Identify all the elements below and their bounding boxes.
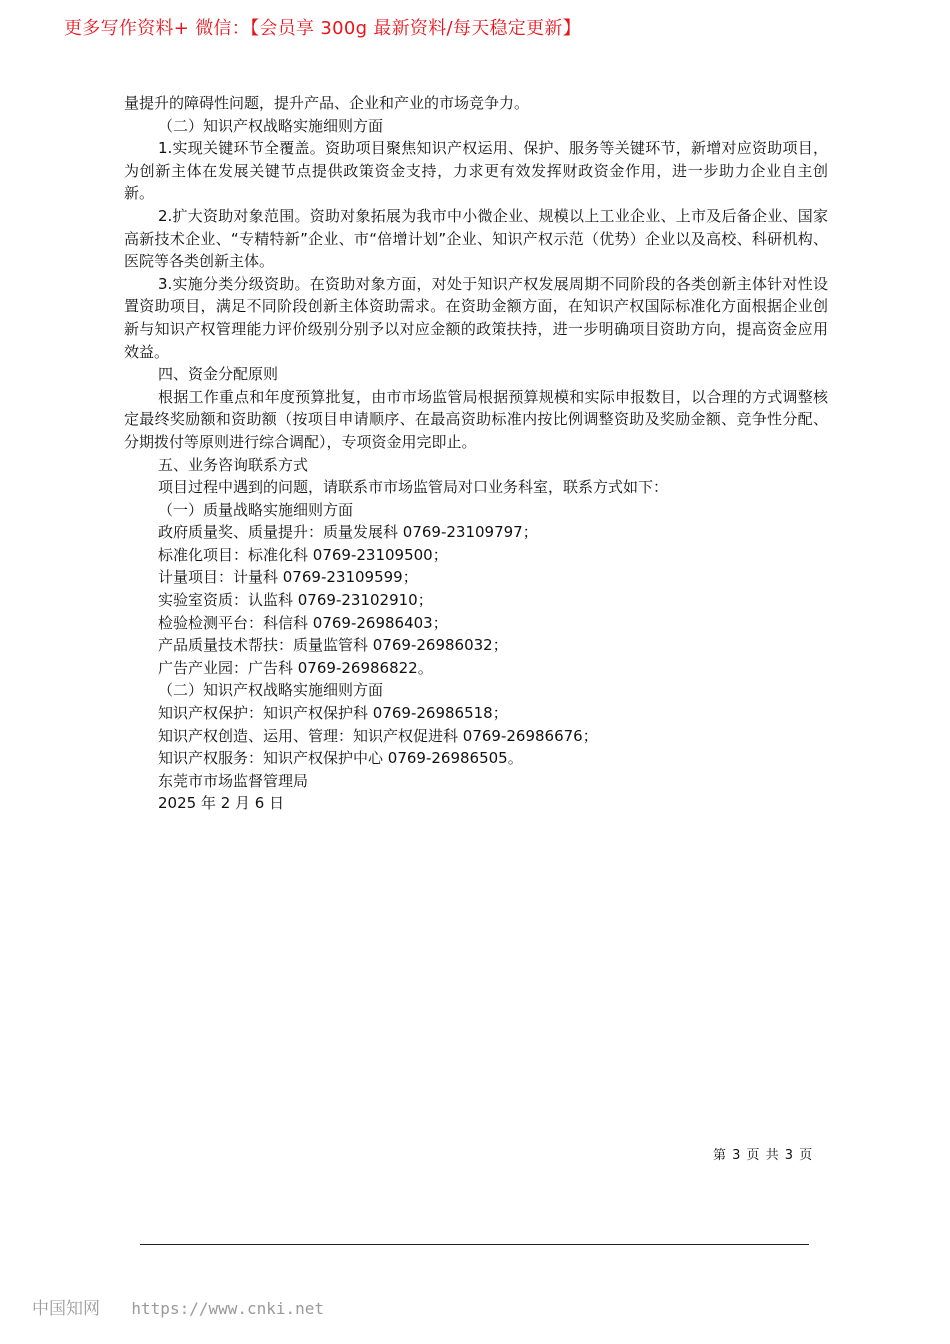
contact-line: 知识产权创造、运用、管理：知识产权促进科 0769-26986676； — [158, 726, 598, 745]
watermark-url: https://www.cnki.net — [131, 1299, 325, 1318]
contact-line: 广告产业园：广告科 0769-26986822。 — [158, 658, 433, 677]
document-body — [124, 92, 828, 815]
subsection-heading-ip: （二）知识产权战略实施细则方面 — [158, 681, 384, 700]
issue-date: 2025 年 2 月 6 日 — [158, 794, 285, 813]
contact-line: 检验检测平台：科信科 0769-26986403； — [158, 613, 448, 632]
contact-line: 政府质量奖、质量提升：质量发展科 0769-23109797； — [158, 523, 538, 542]
paragraph: 1.实现关键环节全覆盖。资助项目聚焦知识产权运用、保护、服务等关键环节，新增对应资助项目，为创新主体在发展关键节点提供政策资金支持，力求更有效发挥财政资金作用，进一步助力企业自主创新。 — [124, 139, 828, 203]
subsection-heading-quality: （一）质量战略实施细则方面 — [158, 500, 354, 519]
footer-divider — [140, 1244, 809, 1245]
contact-line: 知识产权服务：知识产权保护中心 0769-26986505。 — [158, 749, 523, 768]
watermark-brand: 中国知网 — [32, 1299, 100, 1319]
paragraph: 3.实施分类分级资助。在资助对象方面，对处于知识产权发展周期不同阶段的各类创新主体针对性设置资助项目，满足不同阶段创新主体资助需求。在资助金额方面，在知识产权国际标准化方面根据企业创新与知识产权管理能力评价级别分别予以对应金额的政策扶持，进一步明确项目资助方向，提高资金应用效益。 — [124, 274, 828, 361]
issuer-signature: 东莞市市场监督管理局 — [158, 771, 309, 790]
page-number: 第 3 页 共 3 页 — [713, 1148, 814, 1163]
promo-banner: 更多写作资料+ 微信：【会员享 300g 最新资料/每天稳定更新】 — [64, 18, 581, 39]
section-heading-fund-allocation: 四、资金分配原则 — [158, 365, 279, 384]
contact-line: 计量项目：计量科 0769-23109599； — [158, 568, 418, 587]
paragraph: 量提升的障碍性问题，提升产品、企业和产业的市场竞争力。 — [124, 94, 530, 112]
section-heading-contact: 五、业务咨询联系方式 — [158, 455, 309, 474]
paragraph: 2.扩大资助对象范围。资助对象拓展为我市中小微企业、规模以上工业企业、上市及后备企业、国家高新技术企业、“专精特新”企业、市“倍增计划”企业、知识产权示范（优势）企业以及高校、科研机构、医院等各类创新主体。 — [124, 206, 828, 271]
paragraph: 项目过程中遇到的问题，请联系市市场监管局对口业务科室，联系方式如下： — [158, 478, 669, 497]
watermark — [32, 1294, 324, 1319]
contact-line: 产品质量技术帮扶：质量监管科 0769-26986032； — [158, 636, 508, 655]
paragraph: 根据工作重点和年度预算批复，由市市场监管局根据预算规模和实际申报数目，以合理的方式调整核定最终奖励额和资助额（按项目申请顺序、在最高资助标准内按比例调整资助及奖励金额、竞争性分配、分期拨付等原则进行综合调配），专项资金用完即止。 — [124, 387, 828, 451]
contact-line: 实验室资质：认监科 0769-23102910； — [158, 591, 433, 610]
contact-line: 标准化项目：标准化科 0769-23109500； — [158, 545, 448, 564]
section-heading-ip-strategy: （二）知识产权战略实施细则方面 — [158, 116, 384, 135]
contact-line: 知识产权保护：知识产权保护科 0769-26986518； — [158, 704, 508, 723]
